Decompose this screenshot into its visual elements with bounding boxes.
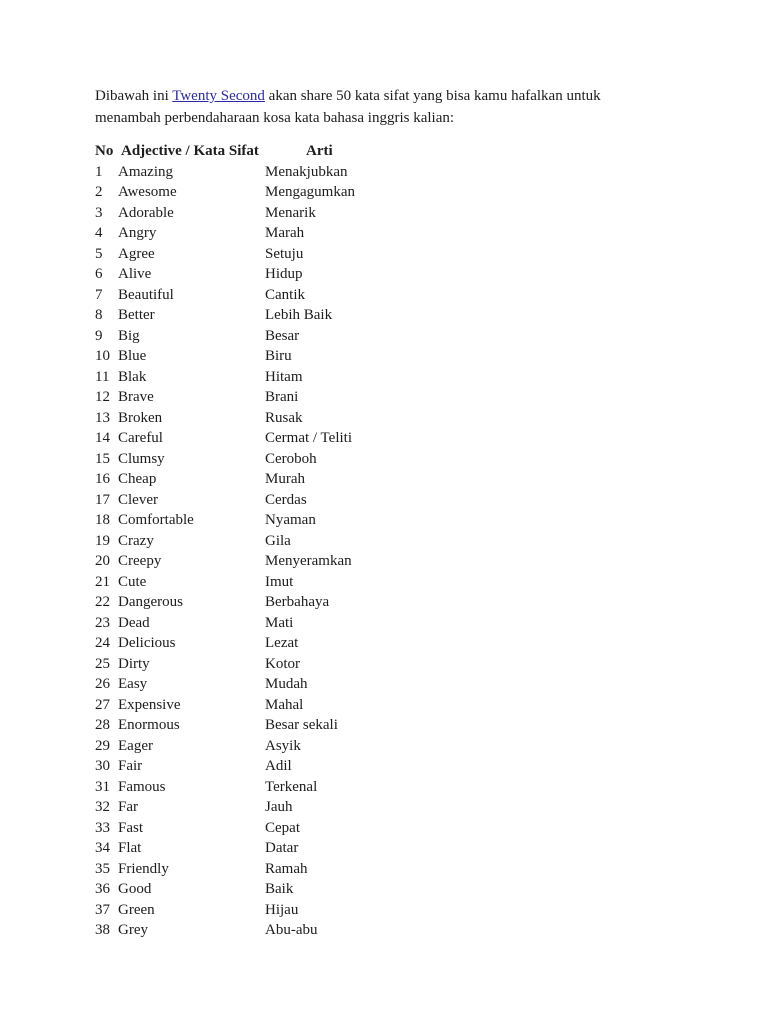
twenty-second-link[interactable]: Twenty Second (172, 88, 265, 104)
row-adjective: Fair (118, 758, 143, 774)
row-number: 22 (95, 594, 110, 610)
row-arti: Cermat / Teliti (265, 430, 352, 446)
table-row (95, 346, 660, 367)
table-row (95, 797, 660, 818)
row-adjective: Beautiful (118, 286, 174, 303)
row-adjective: Easy (118, 676, 148, 692)
table-row (95, 715, 660, 736)
row-adjective: Good (118, 881, 152, 897)
table-row (95, 633, 660, 654)
row-adjective: Famous (118, 778, 166, 795)
row-arti: Lezat (265, 635, 299, 651)
row-number: 31 (95, 778, 110, 795)
intro-text-before: Dibawah ini (95, 88, 173, 104)
row-adjective: Cheap (118, 471, 157, 487)
row-arti: Cantik (265, 286, 305, 303)
row-adjective: Amazing (118, 163, 173, 180)
row-adjective: Eager (118, 737, 153, 754)
table-row (95, 551, 660, 572)
row-arti: Cerdas (265, 491, 307, 508)
row-adjective: Creepy (118, 553, 162, 569)
table-row (95, 285, 660, 306)
row-number: 3 (95, 204, 103, 221)
row-arti: Berbahaya (265, 594, 330, 610)
table-row (95, 510, 660, 531)
table-row (95, 879, 660, 900)
row-number: 26 (95, 676, 110, 692)
row-number: 13 (95, 409, 110, 426)
table-row (95, 777, 660, 798)
row-arti: Cepat (265, 819, 300, 836)
table-row (95, 326, 660, 347)
table-row (95, 756, 660, 777)
row-number: 12 (95, 389, 110, 405)
row-arti: Hidup (265, 266, 303, 282)
row-number: 23 (95, 614, 110, 631)
row-arti: Ceroboh (265, 450, 317, 467)
row-number: 4 (95, 225, 103, 241)
row-number: 11 (95, 368, 110, 385)
row-number: 17 (95, 491, 110, 508)
table-row (95, 920, 660, 941)
header-no: No (95, 143, 114, 159)
table-row (95, 736, 660, 757)
row-arti: Hijau (265, 901, 299, 918)
table-row (95, 572, 660, 593)
table-row (95, 695, 660, 716)
row-adjective: Flat (118, 840, 142, 856)
row-adjective: Dead (118, 614, 150, 631)
table-row (95, 859, 660, 880)
row-number: 29 (95, 737, 110, 754)
row-adjective: Blak (118, 368, 147, 385)
intro-paragraph (95, 86, 647, 129)
table-row (95, 900, 660, 921)
row-adjective: Friendly (118, 860, 169, 877)
table-row (95, 162, 660, 183)
row-adjective: Crazy (118, 532, 154, 549)
row-arti: Mahal (265, 696, 304, 713)
table-header-row (95, 141, 660, 162)
row-arti: Terkenal (265, 778, 318, 795)
row-number: 19 (95, 532, 110, 549)
row-number: 20 (95, 553, 110, 569)
row-arti: Rusak (265, 409, 303, 426)
row-number: 21 (95, 573, 110, 590)
row-arti: Nyaman (265, 512, 316, 528)
row-adjective: Grey (118, 922, 148, 938)
table-row (95, 244, 660, 265)
row-arti: Mati (265, 614, 294, 631)
row-adjective: Brave (118, 389, 154, 405)
row-adjective: Clever (118, 491, 158, 508)
row-arti: Asyik (265, 737, 301, 754)
table-row (95, 469, 660, 490)
row-adjective: Fast (118, 819, 144, 836)
row-number: 33 (95, 819, 110, 836)
row-number: 27 (95, 696, 110, 713)
row-adjective: Agree (118, 245, 155, 262)
row-number: 1 (95, 163, 103, 180)
row-arti: Menarik (265, 204, 316, 221)
table-row (95, 838, 660, 859)
row-arti: Gila (265, 532, 291, 549)
table-row (95, 387, 660, 408)
row-arti: Biru (265, 348, 292, 364)
row-adjective: Dangerous (118, 594, 183, 610)
row-arti: Abu-abu (265, 922, 318, 938)
table-row (95, 674, 660, 695)
table-row (95, 613, 660, 634)
row-number: 6 (95, 266, 103, 282)
row-number: 15 (95, 450, 110, 467)
row-adjective: Broken (118, 409, 163, 426)
row-number: 14 (95, 430, 110, 446)
row-number: 37 (95, 901, 110, 918)
row-adjective: Dirty (118, 655, 150, 672)
row-arti: Marah (265, 225, 305, 241)
row-number: 16 (95, 471, 110, 487)
row-arti: Datar (265, 840, 299, 856)
table-row (95, 223, 660, 244)
table-row (95, 182, 660, 203)
row-adjective: Expensive (118, 696, 181, 713)
row-number: 9 (95, 327, 103, 344)
header-adjective: Adjective / Kata Sifat (121, 143, 259, 159)
row-number: 38 (95, 922, 110, 938)
row-number: 35 (95, 860, 110, 877)
table-row (95, 490, 660, 511)
table-row (95, 531, 660, 552)
row-number: 25 (95, 655, 110, 672)
row-number: 5 (95, 245, 103, 262)
row-arti: Besar (265, 327, 300, 344)
row-adjective: Angry (118, 225, 157, 241)
row-adjective: Adorable (118, 204, 174, 221)
row-arti: Menyeramkan (265, 553, 352, 569)
adjective-table (95, 141, 660, 941)
row-adjective: Clumsy (118, 450, 165, 467)
row-adjective: Alive (118, 266, 152, 282)
row-adjective: Careful (118, 430, 163, 446)
header-arti: Arti (306, 143, 333, 159)
row-arti: Murah (265, 471, 305, 487)
table-row (95, 264, 660, 285)
row-number: 7 (95, 286, 103, 303)
row-arti: Kotor (265, 655, 300, 672)
row-number: 10 (95, 348, 110, 364)
row-arti: Menakjubkan (265, 163, 348, 180)
table-row (95, 428, 660, 449)
row-number: 36 (95, 881, 110, 897)
row-adjective: Comfortable (118, 512, 194, 528)
table-row (95, 449, 660, 470)
row-adjective: Awesome (118, 184, 177, 200)
row-arti: Brani (265, 389, 299, 405)
table-row (95, 203, 660, 224)
row-adjective: Enormous (118, 717, 180, 733)
row-arti: Imut (265, 573, 294, 590)
row-number: 32 (95, 799, 110, 815)
row-arti: Besar sekali (265, 717, 338, 733)
row-arti: Jauh (265, 799, 293, 815)
table-body (95, 162, 660, 941)
row-adjective: Cute (118, 573, 147, 590)
row-arti: Mudah (265, 676, 308, 692)
row-arti: Setuju (265, 245, 304, 262)
row-number: 28 (95, 717, 110, 733)
row-arti: Ramah (265, 860, 308, 877)
table-row (95, 592, 660, 613)
row-arti: Mengagumkan (265, 184, 355, 200)
row-adjective: Better (118, 307, 155, 323)
table-row (95, 305, 660, 326)
row-adjective: Green (118, 901, 155, 918)
row-number: 2 (95, 184, 103, 200)
intro-text-after: akan share 50 kata sifat yang bisa kamu hafalkan untuk menambah perbendaharaan kosa kata bahasa inggris kalian: (95, 88, 601, 126)
document-content (95, 86, 660, 941)
table-row (95, 654, 660, 675)
row-arti: Baik (265, 881, 294, 897)
table-row (95, 367, 660, 388)
row-number: 8 (95, 307, 103, 323)
row-adjective: Big (118, 327, 140, 344)
row-arti: Adil (265, 758, 292, 774)
row-adjective: Delicious (118, 635, 176, 651)
row-arti: Lebih Baik (265, 307, 333, 323)
row-adjective: Blue (118, 348, 147, 364)
row-number: 30 (95, 758, 110, 774)
row-arti: Hitam (265, 368, 303, 385)
table-row (95, 408, 660, 429)
row-adjective: Far (118, 799, 138, 815)
row-number: 24 (95, 635, 110, 651)
table-row (95, 818, 660, 839)
row-number: 34 (95, 840, 110, 856)
row-number: 18 (95, 512, 110, 528)
